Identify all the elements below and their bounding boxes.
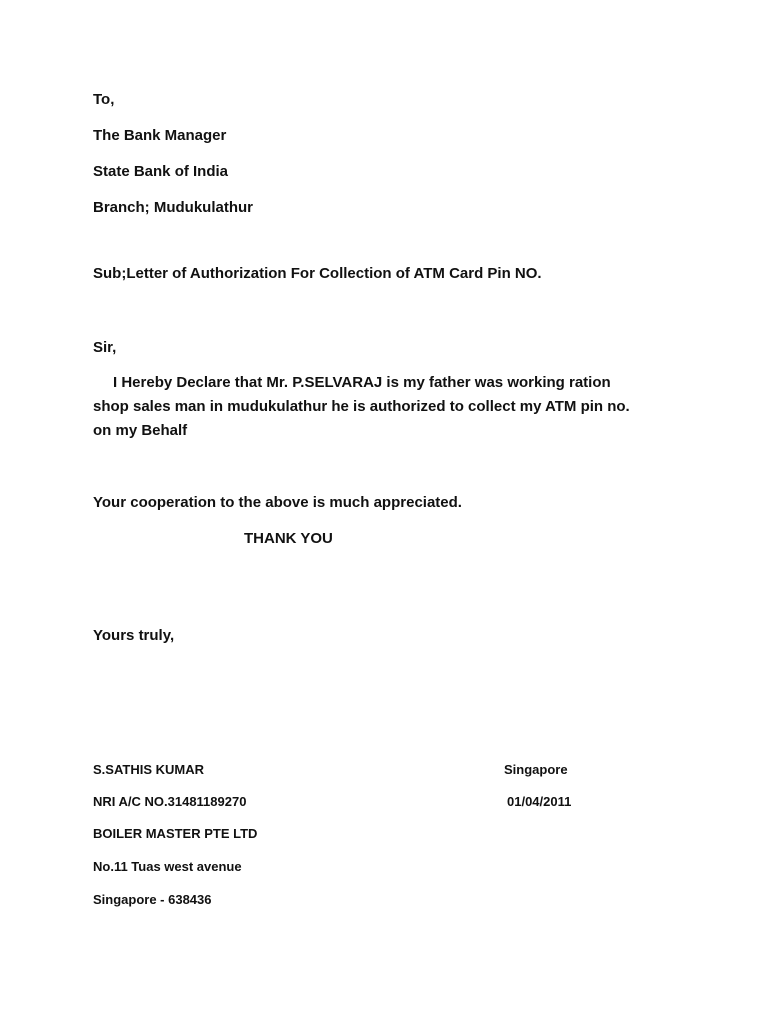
letter-date: 01/04/2011	[507, 794, 572, 809]
greeting: Sir,	[93, 339, 117, 356]
recipient-title: The Bank Manager	[93, 127, 227, 144]
sender-name: S.SATHIS KUMAR	[93, 762, 204, 777]
sender-address: No.11 Tuas west avenue	[93, 859, 242, 874]
to-line: To,	[93, 91, 115, 108]
body-line: I Hereby Declare that Mr. P.SELVARAJ is my father was working ration	[113, 374, 611, 391]
subject-line: Sub;Letter of Authorization For Collection of ATM Card Pin NO.	[93, 265, 542, 282]
letter-body	[93, 371, 693, 443]
sender-city-postal: Singapore - 638436	[93, 892, 212, 907]
thank-you: THANK YOU	[244, 530, 333, 547]
body-line: shop sales man in mudukulathur he is authorized to collect my ATM pin no.	[93, 398, 630, 415]
recipient-branch: Branch; Mudukulathur	[93, 199, 253, 216]
recipient-bank: State Bank of India	[93, 163, 229, 180]
closing-line: Yours truly,	[93, 627, 175, 644]
sender-account: NRI A/C NO.31481189270	[93, 794, 247, 809]
appreciation-line: Your cooperation to the above is much appreciated.	[93, 494, 462, 511]
sender-company: BOILER MASTER PTE LTD	[93, 826, 258, 841]
body-line: on my Behalf	[93, 422, 188, 439]
place: Singapore	[504, 762, 568, 777]
